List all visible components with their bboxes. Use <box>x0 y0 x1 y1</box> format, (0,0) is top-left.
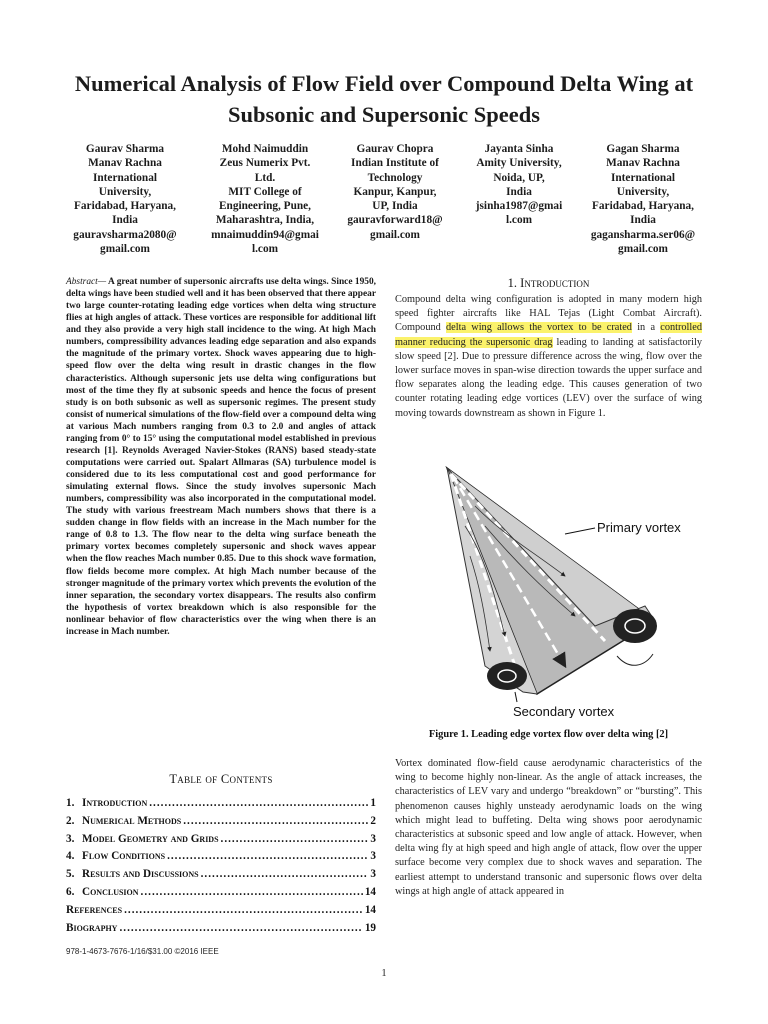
author-line: MIT College of <box>228 185 302 198</box>
toc-leader-dots <box>119 922 362 934</box>
toc-page-number: 1 <box>370 797 376 809</box>
toc-entry[interactable] <box>66 797 376 815</box>
author-line: Technology <box>367 171 423 184</box>
toc-entry[interactable] <box>66 922 376 940</box>
toc-label: Numerical Methods <box>82 814 182 827</box>
toc-entry[interactable] <box>66 850 376 868</box>
author-line: gagansharma.ser06@ <box>590 228 696 241</box>
author-line: gmail.com <box>100 243 150 256</box>
intro-paragraph-1 <box>395 293 702 421</box>
toc-number: 2. <box>66 814 75 827</box>
intro-text: leading to landing at satisfactorily slow speed [2]. Due to pressure difference across the wing, flow over the lower surface moves in span-wise direction towards the upper surface and flow separates along the leading edge. This causes generation of two counter rotating leading edge vortices (LEV) over the surface of wing moving towards downstream as shown in Figure 1. <box>395 336 702 419</box>
author-line: UP, India <box>372 200 418 213</box>
author-line: Maharashtra, India, <box>215 214 315 227</box>
author-line: Gaurav Chopra <box>356 143 434 155</box>
toc-label: References <box>66 903 123 916</box>
author-line: Indian Institute of <box>351 157 439 170</box>
author-line: India <box>112 214 138 227</box>
author-line: India <box>630 214 656 227</box>
toc-page-number: 3 <box>370 832 376 845</box>
toc-entry[interactable] <box>66 904 376 922</box>
author-line: mnaimuddin94@gmai <box>211 228 319 241</box>
author-line: University, <box>98 185 152 198</box>
author-line: gmail.com <box>370 228 420 241</box>
secondary-vortex-label: Secondary vortex <box>513 704 615 718</box>
author-line: l.com <box>505 214 533 227</box>
toc-entry[interactable] <box>66 886 376 904</box>
intro-paragraph-2: Vortex dominated flow-field cause aerodynamic characteristics of the wing to become highly non-linear. As the angle of attack increases, the characteristics of LEV vary and undergo “breakdown” or “bursting”. This phenomenon causes highly unsteady aerodynamic loads on the wing which might lead to buffeting. Delta wing shows poor aerodynamic characteristics at subsonic speed and low angle of attack. However, when delta wing fly at high speed and high angle of attack, flow over the upper surface become very complex due to shock waves and separation. The earliest attempt to understand transonic and supersonic flows over delta wings at high angle of attack appeared in <box>395 758 702 897</box>
toc-number: 1. <box>66 797 75 809</box>
toc-leader-dots <box>149 797 368 809</box>
author-line: l.com <box>251 243 279 256</box>
author-line: India <box>506 185 532 198</box>
section-heading-introduction <box>395 276 702 291</box>
author-line: Jayanta Sinha <box>484 143 554 155</box>
toc-page-number: 19 <box>364 921 376 934</box>
toc-leader-dots <box>124 904 363 916</box>
left-column <box>66 276 376 638</box>
author-line: Gaurav Sharma <box>85 143 165 155</box>
vortex-cross-section-right <box>613 609 657 643</box>
toc-leader-dots <box>201 868 369 880</box>
toc-leader-dots <box>183 815 368 827</box>
author-1 <box>58 142 192 256</box>
toc-entry[interactable] <box>66 815 376 833</box>
author-3 <box>328 142 462 242</box>
author-line: gauravforward18@ <box>347 214 443 227</box>
author-4 <box>452 142 586 228</box>
right-column <box>395 276 702 421</box>
intro-text: in a <box>631 322 661 334</box>
author-line: Faridabad, Haryana, <box>74 200 176 213</box>
toc-number: 5. <box>66 868 75 881</box>
toc-heading: Table of Contents <box>169 772 273 786</box>
abstract-text: A great number of supersonic aircrafts use delta wings. Since 1950, delta wings have been studied well and it has been observed that there appear two large counter-rotating leading edge vortices when delta wing structure flies at high angles of attack. These vortices are responsible for additional lift and they also provide a very high stall incidence to the wing. At high Mach numbers, compressibility advances leading edge separation and also expands the magnitude of the primary vortex. Shock waves appearing due to high-speed flow over the delta wing result in drastic changes in the flow characteristics. Although supersonic jets use delta wing configurations but most of the time they fly at subsonic speeds and hence the focus of present study is on both subsonic as well as supersonic regimes. The present study consist of numerical simulations of the flow-field over a compound delta wing at various Mach numbers ranging from 0.3 to 2.0 and angles of attack ranging from 0° to 15° using the computational model established in previous research [1]. Reynolds Averaged Navier-Stokes (RANS) based steady-state computations were carried out. Spalart Allmaras (SA) turbulence model is considered due to its less computational cost and good performance for simulating external flows. Since the study involves supersonic Mach numbers, compressibility was also incorporated in the computational model. The study with various freestream Mach numbers shows that there is a sudden change in flow fields with an increase in the Mach number for the range of 0.8 to 1.3. The flow near to the delta wing surface beneath the primary vortex becomes completely supersonic and shock waves appear when the flow reaches Mach number 0.85. Due to this shock wave formation, flow fields become more complex. At high Mach number because of the stronger magnitude of the primary vortex which prevents the evolution of the inner separation, the secondary vortex disappears. The results also confirm the hypothesis of vortex breakdown which is also responsible for the nonlinear behavior of flow characteristics over the wing when there is an increase in Mach number. <box>66 277 376 637</box>
toc-leader-dots <box>221 833 369 845</box>
author-line: Ltd. <box>254 171 276 184</box>
author-line: gmail.com <box>618 243 668 256</box>
toc-page-number: 14 <box>364 885 376 898</box>
delta-wing-diagram <box>445 466 717 718</box>
right-column-continued <box>395 757 702 899</box>
author-line: Faridabad, Haryana, <box>592 200 694 213</box>
section-number: 1. <box>507 276 518 290</box>
author-line: Mohd Naimuddin <box>221 143 309 155</box>
toc-page-number: 2 <box>370 814 376 827</box>
author-2 <box>198 142 332 256</box>
author-line: International <box>92 171 158 184</box>
vortex-cross-section-left <box>487 662 527 690</box>
abstract <box>66 276 376 638</box>
author-line: International <box>610 171 676 184</box>
toc-number: 6. <box>66 885 75 898</box>
author-line: Engineering, Pune, <box>219 200 311 213</box>
author-line: Noida, UP, <box>493 171 545 184</box>
figure-1-delta-wing <box>445 466 717 718</box>
toc-label: Conclusion <box>82 885 139 898</box>
author-5 <box>576 142 710 256</box>
highlight-2: controlled manner reducing the supersonic drag <box>395 322 702 348</box>
toc-label: Model Geometry and Grids <box>82 832 219 845</box>
abstract-lead: Abstract— <box>66 277 107 287</box>
toc-entry[interactable] <box>66 833 376 851</box>
author-block <box>58 142 718 260</box>
toc-label: Flow Conditions <box>82 850 166 863</box>
toc-page-number: 14 <box>364 903 376 916</box>
primary-vortex-label: Primary vortex <box>597 520 681 535</box>
paper-title: Numerical Analysis of Flow Field over Compound Delta Wing at Subsonic and Supersonic Speeds <box>74 71 694 127</box>
author-line: Kanpur, Kanpur, <box>353 185 437 198</box>
toc-number: 3. <box>66 832 75 845</box>
intro-text: Compound delta wing configuration is adopted in many modern high speed fighter aircrafts like HAL Tejas (Light Combat Aircraft). Compound <box>395 294 702 334</box>
table-of-contents <box>66 797 376 939</box>
toc-page-number: 3 <box>370 850 376 863</box>
author-line: Manav Rachna <box>606 157 680 170</box>
author-line: Zeus Numerix Pvt. <box>219 157 311 170</box>
author-line: jsinha1987@gmai <box>475 200 563 213</box>
section-title: Introduction <box>520 276 590 290</box>
author-line: Amity University, <box>476 157 562 170</box>
author-line: Gagan Sharma <box>606 143 680 155</box>
author-line: University, <box>616 185 670 198</box>
figure-1-caption: Figure 1. Leading edge vortex flow over delta wing [2] <box>428 729 669 740</box>
toc-label: Introduction <box>82 797 148 809</box>
toc-number: 4. <box>66 850 75 863</box>
page-number: 1 <box>381 968 387 979</box>
toc-page-number: 3 <box>370 868 376 881</box>
copyright-note: 978-1-4673-7676-1/16/$31.00 ©2016 IEEE <box>66 947 219 956</box>
author-line: Manav Rachna <box>88 157 162 170</box>
author-line: gauravsharma2080@ <box>73 228 177 241</box>
toc-label: Biography <box>66 921 118 934</box>
toc-leader-dots <box>167 850 368 862</box>
toc-entry[interactable] <box>66 868 376 886</box>
toc-leader-dots <box>141 886 363 898</box>
highlight-1: delta wing allows the vortex to be crated <box>446 322 632 334</box>
toc-label: Results and Discussions <box>82 868 199 881</box>
